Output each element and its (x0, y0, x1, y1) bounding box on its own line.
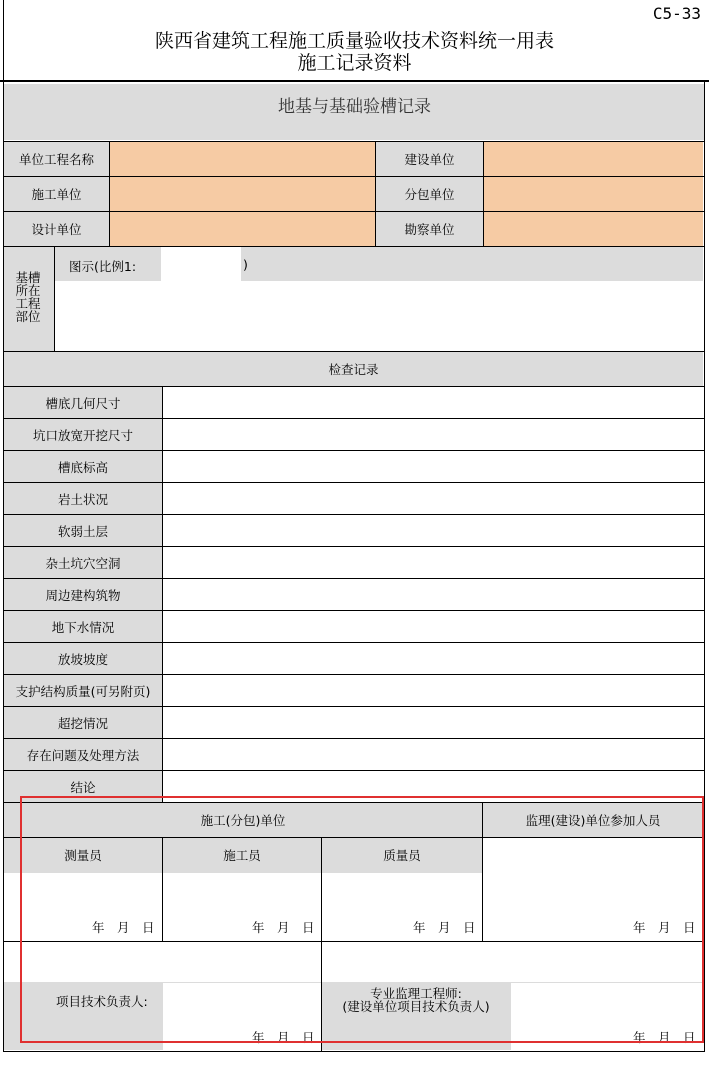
inspection-header: 检查记录 (4, 352, 703, 386)
inspection-item-value[interactable] (163, 419, 703, 450)
survey-label: 勘察单位 (376, 212, 483, 246)
surveyor-date: 年 月 日 (92, 920, 155, 935)
unit-project-field[interactable] (110, 142, 375, 176)
diagram-area[interactable] (55, 282, 703, 351)
inspection-item-label: 周边建构筑物 (4, 579, 162, 610)
construction-owner-field[interactable] (484, 142, 703, 176)
constructor-label: 施工员 (163, 838, 321, 872)
supervision-engineer-date: 年 月 日 (633, 1030, 696, 1045)
survey-field[interactable] (484, 212, 703, 246)
quality-inspector-label: 质量员 (322, 838, 482, 872)
inspection-item-value[interactable] (163, 387, 703, 418)
diagram-side-label: 基槽所在工程部位 (15, 270, 41, 324)
form-title: 地基与基础验槽记录 (278, 97, 431, 117)
supervision-unit-label: 监理(建设)单位参加人员 (483, 803, 703, 837)
inspection-item-label: 超挖情况 (4, 707, 162, 738)
constructor-date: 年 月 日 (252, 920, 315, 935)
inspection-item-value[interactable] (163, 707, 703, 738)
inspection-item-label: 岩土状况 (4, 483, 162, 514)
form-title-bar (4, 84, 705, 140)
inspection-item-value[interactable] (163, 739, 703, 770)
subcontractor-label: 分包单位 (376, 177, 483, 211)
project-tech-label: 项目技术负责人: (56, 994, 148, 1009)
inspection-item-value[interactable] (163, 611, 703, 642)
inspection-item-label: 槽底几何尺寸 (4, 387, 162, 418)
quality-date: 年 月 日 (413, 920, 476, 935)
unit-project-label: 单位工程名称 (4, 142, 109, 176)
inspection-item-label: 杂土坑穴空洞 (4, 547, 162, 578)
builder-field[interactable] (110, 177, 375, 211)
diagram-scale-prefix: 图示(比例1: (69, 259, 137, 274)
inspection-item-label: 存在问题及处理方法 (4, 739, 162, 770)
construction-owner-label: 建设单位 (376, 142, 483, 176)
builder-unit-label: 施工(分包)单位 (4, 803, 482, 837)
supervision-engineer-label-1: 专业监理工程师: (370, 986, 462, 1001)
inspection-item-label: 槽底标高 (4, 451, 162, 482)
supervision-date: 年 月 日 (633, 920, 696, 935)
supervision-engineer-label-2: (建设单位项目技术负责人) (342, 999, 490, 1014)
inspection-item-label: 放坡坡度 (4, 643, 162, 674)
inspection-item-value[interactable] (163, 675, 703, 706)
title-line2: 施工记录资料 (297, 52, 412, 74)
surveyor-label: 测量员 (4, 838, 162, 872)
inspection-item-value[interactable] (163, 483, 703, 514)
subcontractor-field[interactable] (484, 177, 703, 211)
inspection-item-label: 坑口放宽开挖尺寸 (4, 419, 162, 450)
design-field[interactable] (110, 212, 375, 246)
diagram-side-cell (4, 247, 54, 351)
inspection-item-label: 地下水情况 (4, 611, 162, 642)
inspection-item-value[interactable] (163, 515, 703, 546)
form-code: C5-33 (652, 4, 701, 23)
diagram-scale-suffix: ) (243, 257, 248, 272)
design-label: 设计单位 (4, 212, 109, 246)
project-tech-date: 年 月 日 (252, 1030, 315, 1045)
inspection-item-value[interactable] (163, 451, 703, 482)
inspection-item-label: 软弱土层 (4, 515, 162, 546)
diagram-scale-input[interactable] (161, 247, 241, 281)
highlight-box (20, 796, 704, 1043)
inspection-item-value[interactable] (163, 547, 703, 578)
builder-label: 施工单位 (4, 177, 109, 211)
title-line1: 陕西省建筑工程施工质量验收技术资料统一用表 (154, 30, 554, 52)
diagram-scale-bar (55, 247, 703, 281)
header (0, 0, 709, 84)
inspection-item-value[interactable] (163, 643, 703, 674)
inspection-item-label: 支护结构质量(可另附页) (4, 675, 162, 706)
inspection-item-value[interactable] (163, 579, 703, 610)
inspection-item-label: 结论 (4, 771, 162, 802)
